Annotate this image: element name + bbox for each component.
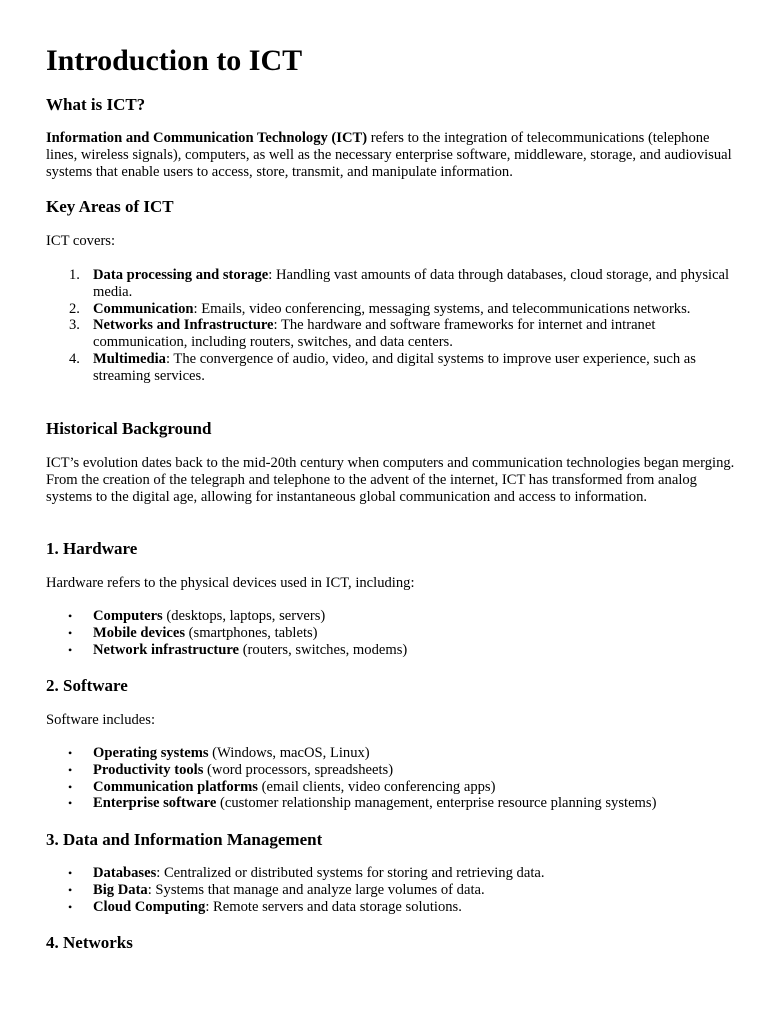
list-item: • Enterprise software (customer relationship management, enterprise resource planning systems) [68,795,657,812]
heading-what-is-ict: What is ICT? [46,95,146,114]
heading-hardware: 1. Hardware [46,539,138,558]
list-item: • Network infrastructure (routers, switches, modems) [68,641,408,658]
key-areas-list [46,267,736,385]
paragraph-history: ICT’s evolution dates back to the mid-20th century when computers and communication technologies began merging. From the creation of the telegraph and telephone to the advent of the internet, ICT has transformed from analog systems to the digital age, allowing for instantaneous global communication and access to information. [46,455,735,505]
list-item: • Productivity tools (word processors, spreadsheets) [68,761,394,778]
paragraph-hardware-intro: Hardware refers to the physical devices used in ICT, including: [46,575,415,591]
list-item: • Communication platforms (email clients, video conferencing apps) [68,778,496,795]
paragraph-ict-covers: ICT covers: [46,233,116,249]
page-title: Introduction to ICT [46,44,303,77]
heading-historical-background: Historical Background [46,419,212,438]
list-item: 3. Networks and Infrastructure: The hardware and software frameworks for internet and intranet communication, including routers, switches, and data centers. [69,317,656,351]
heading-software: 2. Software [46,676,128,695]
list-item: • Big Data: Systems that manage and analyze large volumes of data. [68,881,485,898]
data-management-list [46,865,736,915]
definition-text: refers to the integration of telecommunications (telephone lines, wireless signals), computers, as well as the necessary enterprise software, middleware, storage, and audiovisual systems that enable users to access, store, transmit, and manipulate information. [46,130,732,180]
paragraph-what-is-ict [46,130,736,180]
heading-data-management: 3. Data and Information Management [46,830,323,849]
heading-networks: 4. Networks [46,933,133,952]
paragraph-software-intro: Software includes: [46,712,156,728]
heading-key-areas: Key Areas of ICT [46,197,174,216]
software-list [46,745,736,812]
list-item: • Computers (desktops, laptops, servers) [68,608,326,624]
list-item: • Mobile devices (smartphones, tablets) [68,624,318,641]
list-item: • Databases: Centralized or distributed systems for storing and retrieving data. [68,865,545,881]
list-item: 1. Data processing and storage: Handling vast amounts of data through databases, cloud storage, and physical media. [69,267,730,300]
term-ict: Information and Communication Technology (ICT) [46,130,368,146]
hardware-list [46,608,736,658]
list-item: 4. Multimedia: The convergence of audio, video, and digital systems to improve user experience, such as streaming services. [69,350,696,384]
list-item: • Cloud Computing: Remote servers and data storage solutions. [68,898,462,915]
list-item: • Operating systems (Windows, macOS, Linux) [68,745,370,761]
list-item: 2. Communication: Emails, video conferencing, messaging systems, and telecommunications networks. [69,300,691,317]
